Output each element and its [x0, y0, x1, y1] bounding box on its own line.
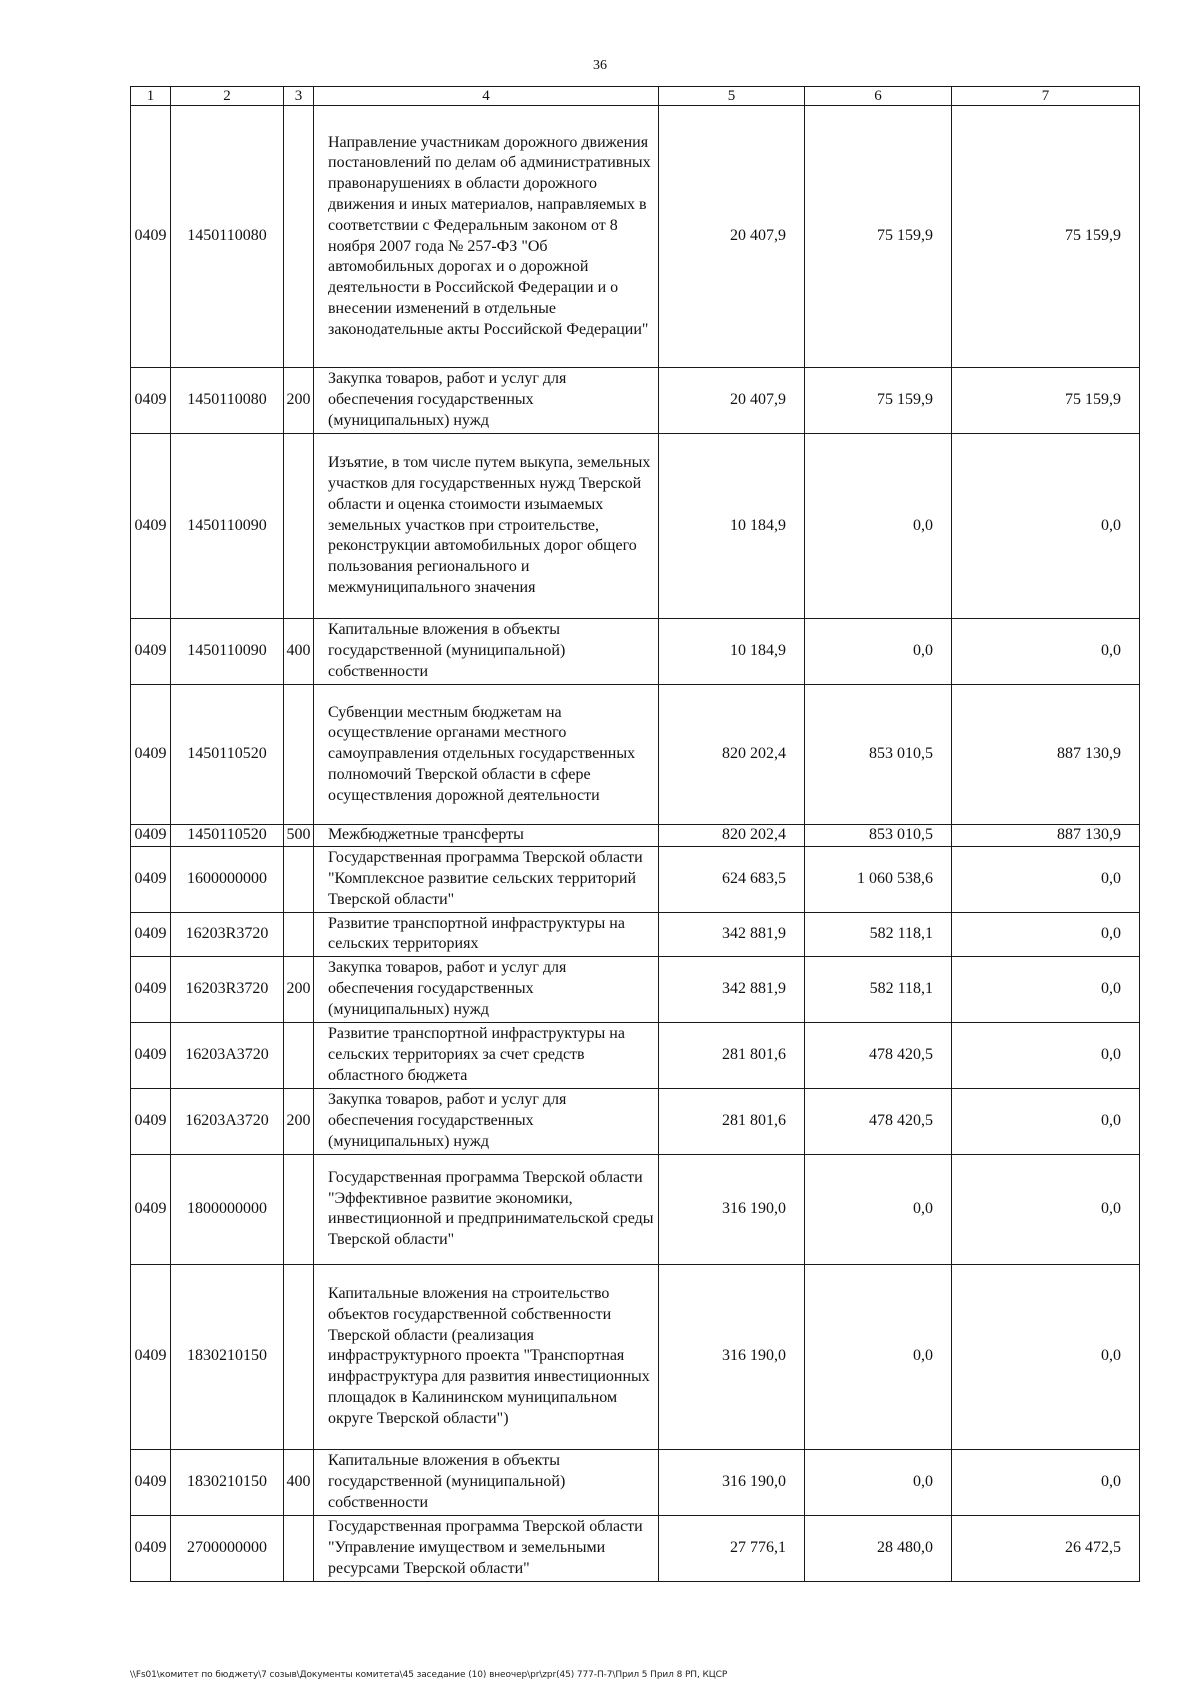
footer-file-path: \\Fs01\комитет по бюджету\7 созыв\Документы комитета\45 заседание (10) внеочер\pr\zpr(45) 777-П-7\Прил 5 Прил 8 РП, КЦСР: [130, 1670, 728, 1680]
amount-year-1: 281 801,6: [659, 1022, 805, 1088]
amount-year-3: 0,0: [952, 846, 1140, 912]
amount-year-3: 0,0: [952, 1154, 1140, 1264]
amount-year-2: 0,0: [805, 434, 952, 619]
amount-year-2: 0,0: [805, 1154, 952, 1264]
target-article-code: 1450110520: [171, 825, 284, 847]
header-cell: 5: [659, 87, 805, 106]
budget-table: [130, 86, 1140, 1582]
header-cell: 1: [131, 87, 171, 106]
expense-type-code: 400: [284, 1449, 314, 1515]
expense-type-code: [284, 106, 314, 368]
item-name: Направление участникам дорожного движения постановлений по делам об административных правонарушениях в области дорожного движения и иных материалов, направляемых в соответствии с Федеральным законом от 8 ноября 2007 года № 257-ФЗ "Об автомобильных дорогах и о дорожной деятельности в Российской Федерации и о внесении изменений в отдельные законодательные акты Российской Федерации": [314, 106, 659, 368]
amount-year-1: 316 190,0: [659, 1264, 805, 1449]
page-number: 36: [593, 58, 607, 73]
amount-year-2: 75 159,9: [805, 106, 952, 368]
table-row: [131, 1264, 1140, 1449]
amount-year-1: 281 801,6: [659, 1088, 805, 1154]
amount-year-1: 10 184,9: [659, 434, 805, 619]
table-row: [131, 825, 1140, 847]
expense-type-code: [284, 1264, 314, 1449]
item-name: Государственная программа Тверской области "Комплексное развитие сельских территорий Тверской области": [314, 846, 659, 912]
item-name: Капитальные вложения в объекты государственной (муниципальной) собственности: [314, 619, 659, 685]
table-row: [131, 368, 1140, 434]
amount-year-1: 342 881,9: [659, 912, 805, 956]
section-code: 0409: [131, 1154, 171, 1264]
table-row: [131, 1515, 1140, 1581]
target-article-code: 1600000000: [171, 846, 284, 912]
section-code: 0409: [131, 619, 171, 685]
amount-year-3: 887 130,9: [952, 685, 1140, 825]
amount-year-1: 342 881,9: [659, 956, 805, 1022]
target-article-code: 1450110080: [171, 368, 284, 434]
item-name: Капитальные вложения на строительство объектов государственной собственности Тверской области (реализация инфраструктурного проекта "Транспортная инфраструктура для развития инвестиционных площадок в Калининском муниципальном округе Тверской области"): [314, 1264, 659, 1449]
target-article-code: 1830210150: [171, 1264, 284, 1449]
target-article-code: 1450110090: [171, 434, 284, 619]
target-article-code: 1800000000: [171, 1154, 284, 1264]
amount-year-3: 75 159,9: [952, 106, 1140, 368]
header-cell: 6: [805, 87, 952, 106]
expense-type-code: 400: [284, 619, 314, 685]
amount-year-2: 1 060 538,6: [805, 846, 952, 912]
section-code: 0409: [131, 685, 171, 825]
target-article-code: 1450110520: [171, 685, 284, 825]
amount-year-2: 582 118,1: [805, 956, 952, 1022]
item-name: Изъятие, в том числе путем выкупа, земельных участков для государственных нужд Тверской области и оценка стоимости изымаемых земельных участков при строительстве, реконструкции автомобильных дорог общего пользования регионального и межмуниципального значения: [314, 434, 659, 619]
amount-year-3: 0,0: [952, 1022, 1140, 1088]
item-name: Межбюджетные трансферты: [314, 825, 659, 847]
item-name: Закупка товаров, работ и услуг для обеспечения государственных (муниципальных) нужд: [314, 956, 659, 1022]
amount-year-2: 0,0: [805, 619, 952, 685]
item-name: Развитие транспортной инфраструктуры на сельских территориях: [314, 912, 659, 956]
table-row: [131, 1449, 1140, 1515]
amount-year-3: 0,0: [952, 619, 1140, 685]
amount-year-2: 853 010,5: [805, 685, 952, 825]
amount-year-1: 20 407,9: [659, 106, 805, 368]
amount-year-2: 28 480,0: [805, 1515, 952, 1581]
table-row: [131, 434, 1140, 619]
target-article-code: 16203А3720: [171, 1088, 284, 1154]
section-code: 0409: [131, 106, 171, 368]
amount-year-1: 27 776,1: [659, 1515, 805, 1581]
item-name: Капитальные вложения в объекты государственной (муниципальной) собственности: [314, 1449, 659, 1515]
item-name: Закупка товаров, работ и услуг для обеспечения государственных (муниципальных) нужд: [314, 368, 659, 434]
section-code: 0409: [131, 434, 171, 619]
section-code: 0409: [131, 846, 171, 912]
amount-year-3: 887 130,9: [952, 825, 1140, 847]
header-cell: 3: [284, 87, 314, 106]
item-name: Государственная программа Тверской области "Управление имуществом и земельными ресурсами Тверской области": [314, 1515, 659, 1581]
amount-year-3: 0,0: [952, 1088, 1140, 1154]
target-article-code: 16203R3720: [171, 956, 284, 1022]
amount-year-1: 10 184,9: [659, 619, 805, 685]
item-name: Субвенции местным бюджетам на осуществление органами местного самоуправления отдельных государственных полномочий Тверской области в сфере осуществления дорожной деятельности: [314, 685, 659, 825]
amount-year-2: 478 420,5: [805, 1088, 952, 1154]
amount-year-2: 0,0: [805, 1449, 952, 1515]
section-code: 0409: [131, 1264, 171, 1449]
table-row: [131, 1088, 1140, 1154]
section-code: 0409: [131, 825, 171, 847]
section-code: 0409: [131, 1515, 171, 1581]
table-row: [131, 846, 1140, 912]
expense-type-code: 200: [284, 956, 314, 1022]
amount-year-2: 75 159,9: [805, 368, 952, 434]
table-row: [131, 106, 1140, 368]
table-row: [131, 912, 1140, 956]
table-row: [131, 619, 1140, 685]
section-code: 0409: [131, 1022, 171, 1088]
expense-type-code: 200: [284, 368, 314, 434]
expense-type-code: [284, 685, 314, 825]
amount-year-1: 820 202,4: [659, 685, 805, 825]
section-code: 0409: [131, 1449, 171, 1515]
item-name: Закупка товаров, работ и услуг для обеспечения государственных (муниципальных) нужд: [314, 1088, 659, 1154]
expense-type-code: 500: [284, 825, 314, 847]
table-row: [131, 1154, 1140, 1264]
expense-type-code: [284, 1022, 314, 1088]
amount-year-1: 20 407,9: [659, 368, 805, 434]
amount-year-3: 0,0: [952, 1449, 1140, 1515]
target-article-code: 1450110080: [171, 106, 284, 368]
table-row: [131, 956, 1140, 1022]
header-row: [131, 87, 1140, 106]
item-name: Государственная программа Тверской области "Эффективное развитие экономики, инвестиционной и предпринимательской среды Тверской области": [314, 1154, 659, 1264]
amount-year-1: 316 190,0: [659, 1449, 805, 1515]
amount-year-2: 0,0: [805, 1264, 952, 1449]
amount-year-3: 0,0: [952, 1264, 1140, 1449]
expense-type-code: [284, 1154, 314, 1264]
table-row: [131, 685, 1140, 825]
amount-year-3: 75 159,9: [952, 368, 1140, 434]
target-article-code: 1450110090: [171, 619, 284, 685]
amount-year-1: 820 202,4: [659, 825, 805, 847]
expense-type-code: 200: [284, 1088, 314, 1154]
amount-year-2: 478 420,5: [805, 1022, 952, 1088]
amount-year-3: 26 472,5: [952, 1515, 1140, 1581]
target-article-code: 1830210150: [171, 1449, 284, 1515]
expense-type-code: [284, 912, 314, 956]
amount-year-3: 0,0: [952, 434, 1140, 619]
expense-type-code: [284, 434, 314, 619]
section-code: 0409: [131, 956, 171, 1022]
expense-type-code: [284, 1515, 314, 1581]
target-article-code: 16203R3720: [171, 912, 284, 956]
item-name: Развитие транспортной инфраструктуры на сельских территориях за счет средств областного бюджета: [314, 1022, 659, 1088]
amount-year-2: 853 010,5: [805, 825, 952, 847]
section-code: 0409: [131, 912, 171, 956]
table-row: [131, 1022, 1140, 1088]
section-code: 0409: [131, 1088, 171, 1154]
section-code: 0409: [131, 368, 171, 434]
amount-year-1: 316 190,0: [659, 1154, 805, 1264]
expense-type-code: [284, 846, 314, 912]
amount-year-3: 0,0: [952, 912, 1140, 956]
header-cell: 4: [314, 87, 659, 106]
header-cell: 2: [171, 87, 284, 106]
amount-year-1: 624 683,5: [659, 846, 805, 912]
target-article-code: 16203А3720: [171, 1022, 284, 1088]
amount-year-3: 0,0: [952, 956, 1140, 1022]
target-article-code: 2700000000: [171, 1515, 284, 1581]
amount-year-2: 582 118,1: [805, 912, 952, 956]
header-cell: 7: [952, 87, 1140, 106]
